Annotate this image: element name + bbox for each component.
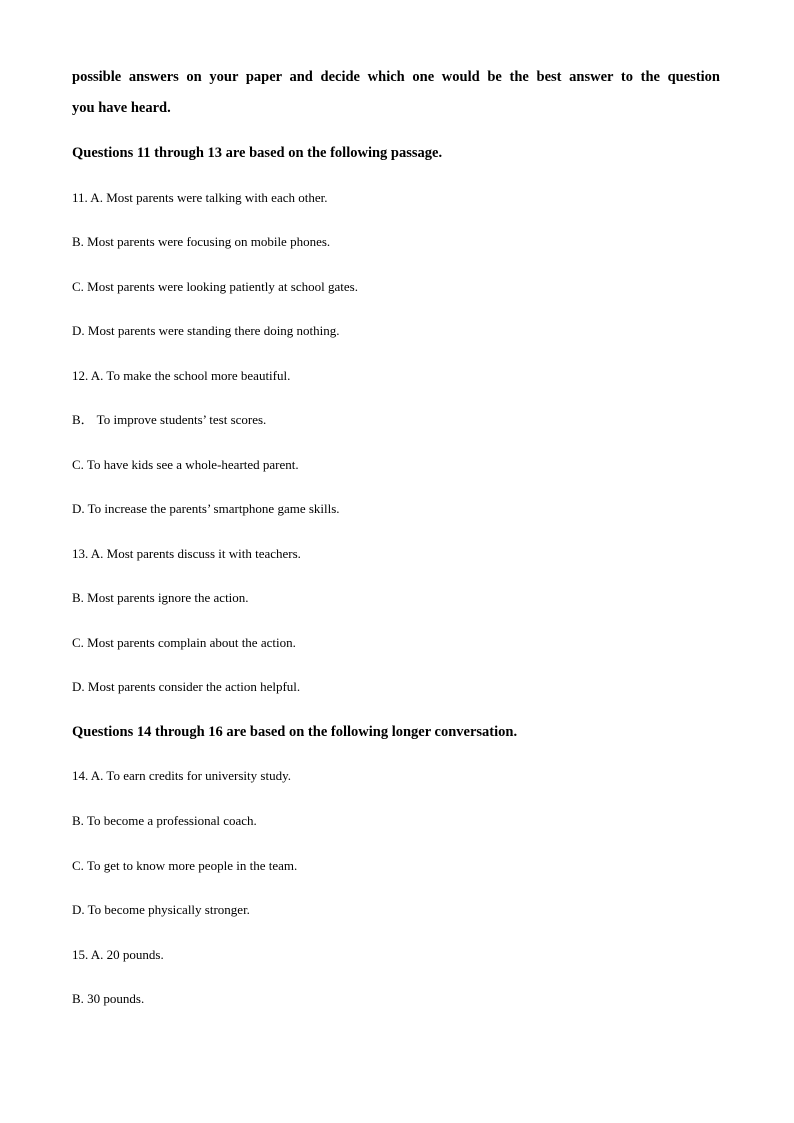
question-11-option-d: D. Most parents were standing there doing nothing. <box>72 323 340 338</box>
question-14-option-b: B. To become a professional coach. <box>72 813 257 828</box>
instructions-line-2: you have heard. <box>72 100 171 116</box>
question-13-option-a: 13. A. Most parents discuss it with teachers. <box>72 546 301 561</box>
question-13-option-c: C. Most parents complain about the action. <box>72 635 296 650</box>
question-15-option-a: 15. A. 20 pounds. <box>72 947 164 962</box>
question-12-option-a: 12. A. To make the school more beautiful. <box>72 368 291 383</box>
question-11-option-a: 11. A. Most parents were talking with each other. <box>72 190 328 205</box>
question-14-option-d: D. To become physically stronger. <box>72 902 250 917</box>
question-12-option-d: D. To increase the parents’ smartphone game skills. <box>72 501 340 516</box>
section-heading-conversation: Questions 14 through 16 are based on the following longer conversation. <box>72 724 518 740</box>
question-12-option-c: C. To have kids see a whole-hearted parent. <box>72 457 299 472</box>
question-13-option-b: B. Most parents ignore the action. <box>72 590 249 605</box>
question-13-option-d: D. Most parents consider the action helpful. <box>72 679 301 694</box>
question-11-option-b: B. Most parents were focusing on mobile phones. <box>72 234 331 249</box>
section-heading-passage: Questions 11 through 13 are based on the following passage. <box>72 145 443 161</box>
question-14-option-a: 14. A. To earn credits for university study. <box>72 768 291 783</box>
question-15-option-b: B. 30 pounds. <box>72 991 145 1006</box>
question-12-option-b: B． To improve students’ test scores. <box>72 412 267 427</box>
question-11-option-c: C. Most parents were looking patiently at school gates. <box>72 279 358 294</box>
instructions-line-1: possible answers on your paper and decide which one would be the best answer to the question <box>72 69 720 85</box>
question-14-option-c: C. To get to know more people in the team. <box>72 858 298 873</box>
